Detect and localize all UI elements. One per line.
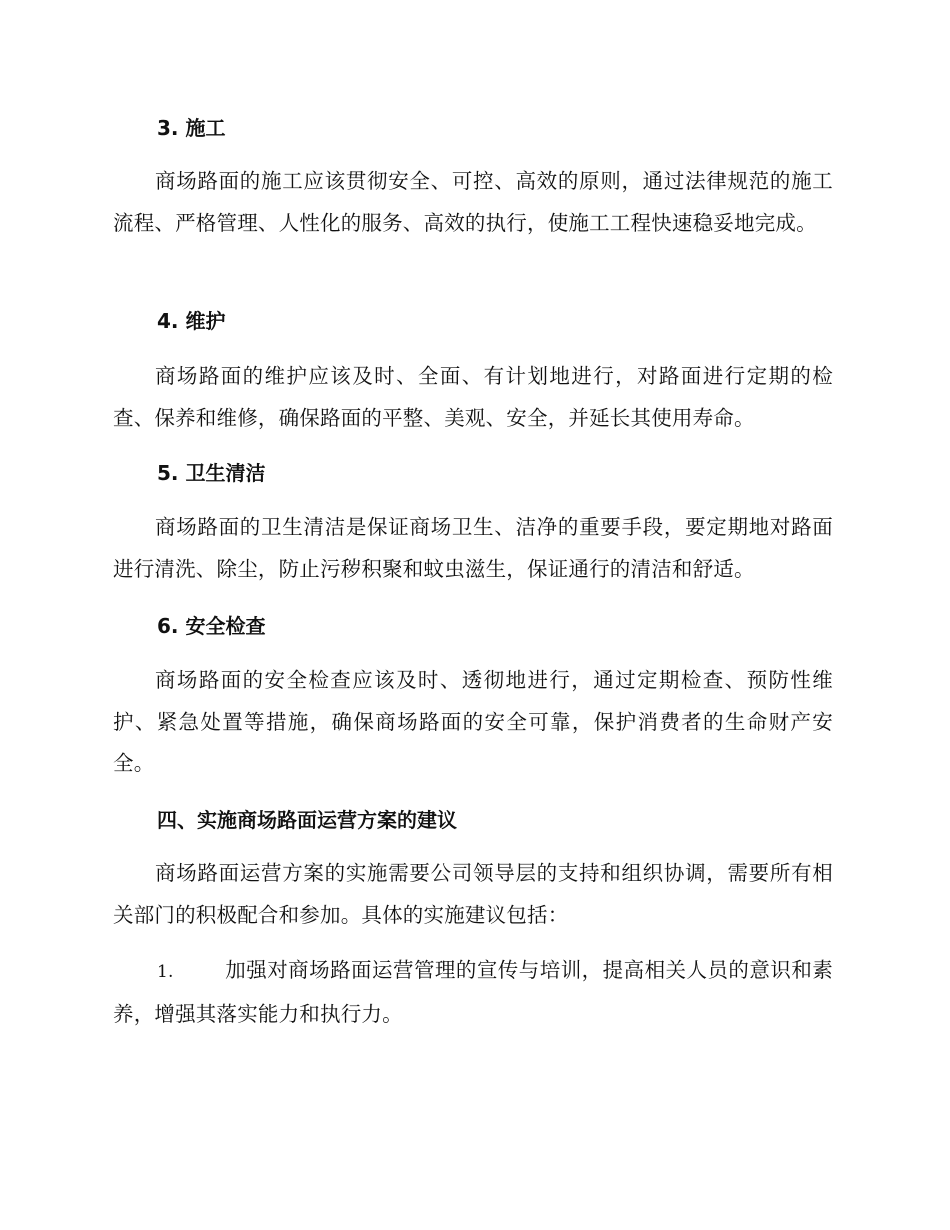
list-item-number: 1. xyxy=(157,962,174,982)
section-paragraph-recommendations: 商场路面运营方案的实施需要公司领导层的支持和组织协调，需要所有相关部门的积极配合和参加。具体的实施建议包括： xyxy=(113,861,833,927)
list-item-text: 加强对商场路面运营管理的宣传与培训，提高相关人员的意识和素养，增强其落实能力和执行力。 xyxy=(113,958,833,1026)
section-paragraph-safety-inspection: 商场路面的安全检查应该及时、透彻地进行，通过定期检查、预防性维护、紧急处置等措施，确保商场路面的安全可靠，保护消费者的生命财产安全。 xyxy=(113,668,833,775)
section-heading-cleaning: 5. 卫生清洁 xyxy=(157,461,266,485)
section-heading-construction: 3. 施工 xyxy=(157,116,226,140)
section-paragraph-maintenance: 商场路面的维护应该及时、全面、有计划地进行，对路面进行定期的检查、保养和维修，确保路面的平整、美观、安全，并延长其使用寿命。 xyxy=(113,364,833,430)
section-paragraph-cleaning: 商场路面的卫生清洁是保证商场卫生、洁净的重要手段，要定期地对路面进行清洗、除尘，防止污秽积聚和蚊虫滋生，保证通行的清洁和舒适。 xyxy=(113,515,833,581)
section-heading-recommendations: 四、实施商场路面运营方案的建议 xyxy=(157,808,457,832)
list-item xyxy=(113,950,833,1035)
section-heading-safety-inspection: 6. 安全检查 xyxy=(157,614,266,638)
section-heading-maintenance: 4. 维护 xyxy=(157,309,226,333)
section-paragraph-construction: 商场路面的施工应该贯彻安全、可控、高效的原则，通过法律规范的施工流程、严格管理、人性化的服务、高效的执行，使施工工程快速稳妥地完成。 xyxy=(113,169,833,235)
